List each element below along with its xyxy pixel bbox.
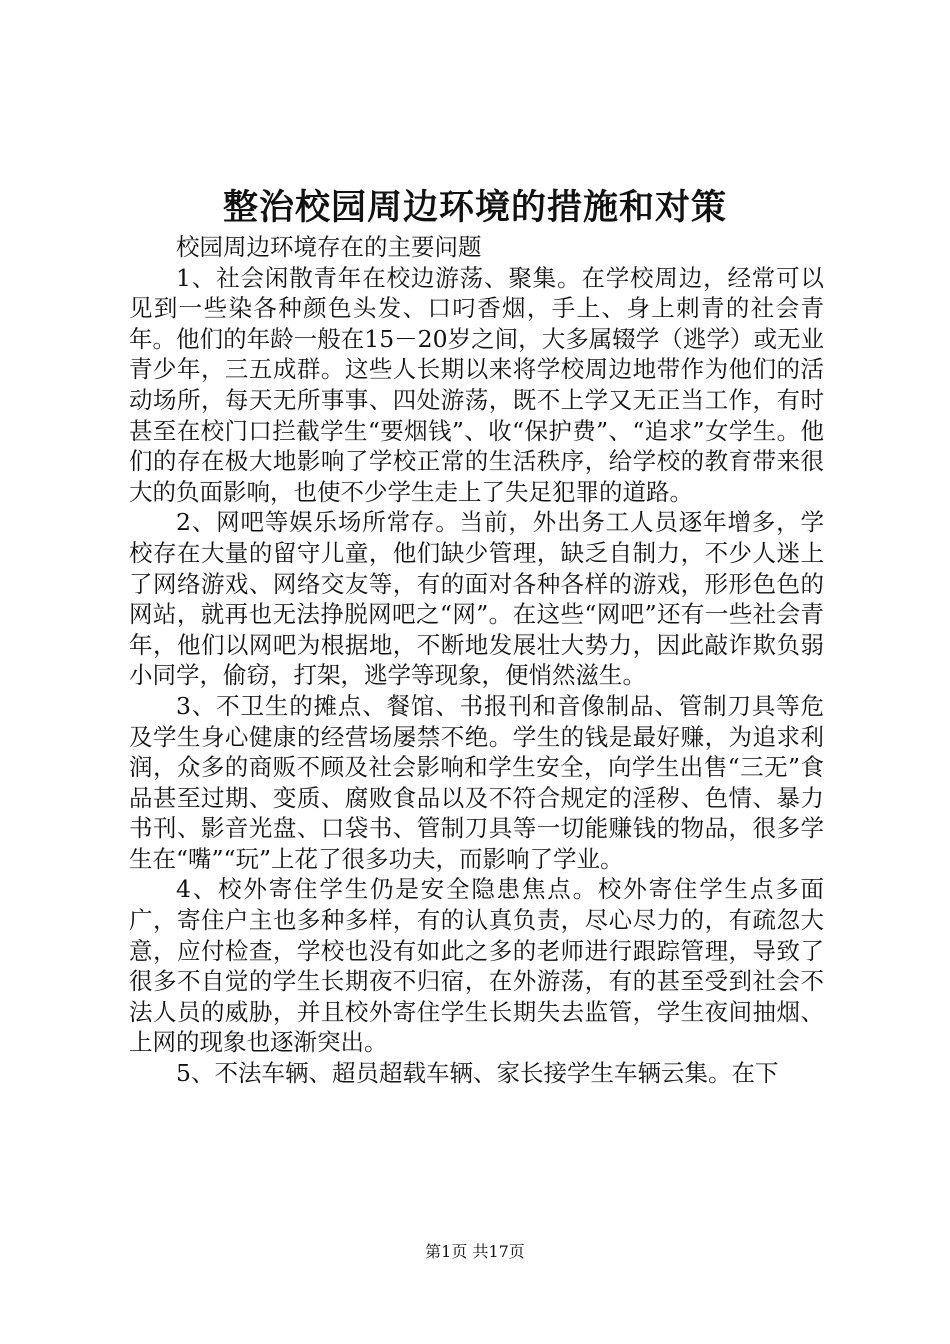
- paragraph-2: 2、网吧等娱乐场所常存。当前，外出务工人员逐年增多，学校存在大量的留守儿童，他们缺少管理，缺乏自制力，不少人迷上了网络游戏、网络交友等，有的面对各种各样的游戏，形形色色的网站，就再也无法挣脱网吧之“网”。在这些“网吧”还有一些社会青年，他们以网吧为根据地，不断地发展壮大势力，因此敲诈欺负弱小同学，偷窃，打架，逃学等现象，便悄然滋生。: [129, 508, 824, 690]
- paragraph-4: 4、校外寄住学生仍是安全隐患焦点。校外寄住学生点多面广，寄住户主也多种多样，有的认真负责，尽心尽力的，有疏忽大意，应付检查，学校也没有如此之多的老师进行跟踪管理，导致了很多不自觉的学生长期夜不归宿，在外游荡，有的甚至受到社会不法人员的威胁，并且校外寄住学生长期失去监管，学生夜间抽烟、上网的现象也逐渐突出。: [129, 875, 824, 1057]
- document-title: 整治校园周边环境的措施和对策: [222, 187, 727, 228]
- page-footer: [0, 1240, 950, 1264]
- section-heading: 校园周边环境存在的主要问题: [176, 233, 482, 261]
- paragraph-1: 1、社会闲散青年在校边游荡、聚集。在学校周边，经常可以见到一些染各种颜色头发、口叼香烟，手上、身上刺青的社会青年。他们的年龄一般在15－20岁之间，大多属辍学（逃学）或无业青少年，三五成群。这些人长期以来将学校周边地带作为他们的活动场所，每天无所事事、四处游荡，既不上学又无正当工作，有时甚至在校门口拦截学生“要烟钱”、收“保护费”、“追求”女学生。他们的存在极大地影响了学校正常的生活秩序，给学校的教育带来很大的负面影响，也使不少学生走上了失足犯罪的道路。: [129, 263, 824, 506]
- paragraph-5: 5、不法车辆、超员超载车辆、家长接学生车辆云集。在下: [176, 1059, 779, 1088]
- paragraph-3: 3、不卫生的摊点、餐馆、书报刊和音像制品、管制刀具等危及学生身心健康的经营场屡禁不绝。学生的钱是最好赚，为追求利润，众多的商贩不顾及社会影响和学生安全，向学生出售“三无”食品甚至过期、变质、腐败食品以及不符合规定的淫秽、色情、暴力书刊、影音光盘、口袋书、管制刀具等一切能赚钱的物品，很多学生在“嘴”“玩”上花了很多功夫，而影响了学业。: [129, 691, 824, 873]
- document-body: [129, 232, 824, 1089]
- page-number: 第1页 共17页: [425, 1242, 525, 1261]
